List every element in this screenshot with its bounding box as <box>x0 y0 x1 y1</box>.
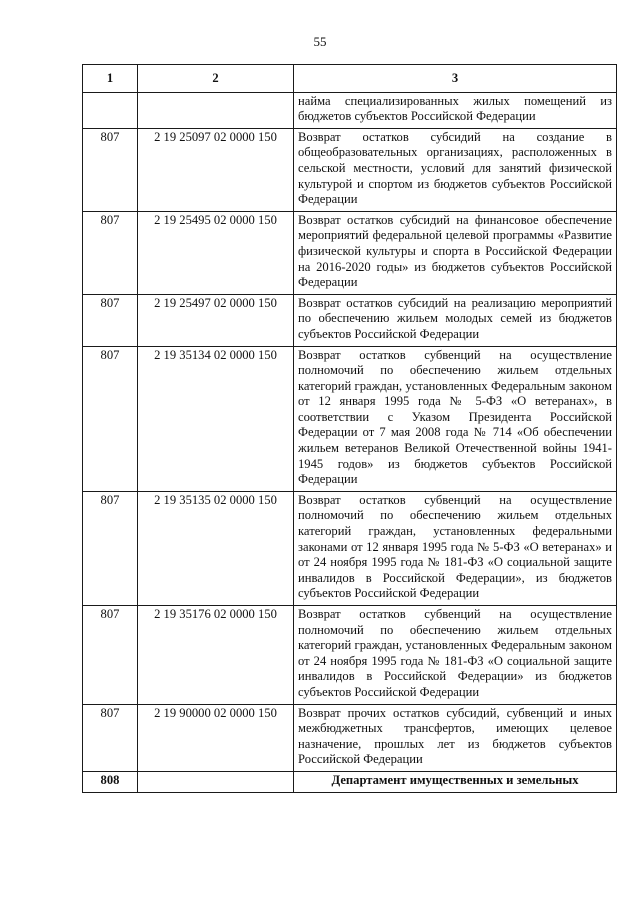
budget-code-cell <box>138 771 294 792</box>
admin-code-cell: 807 <box>83 128 138 211</box>
budget-code-cell: 2 19 25495 02 0000 150 <box>138 211 294 294</box>
column-header-2: 2 <box>138 65 294 93</box>
table-row <box>83 92 617 128</box>
column-header-3: 3 <box>294 65 617 93</box>
budget-code-cell: 2 19 35134 02 0000 150 <box>138 346 294 491</box>
table-row <box>83 346 617 491</box>
table-row <box>83 704 617 771</box>
budget-code-cell: 2 19 25097 02 0000 150 <box>138 128 294 211</box>
description-cell: Возврат остатков субсидий на финансовое обеспечение мероприятий федеральной целевой программы «Развитие физической культуры и спорта в Российской Федерации на 2016-2020 годы» из бюджетов субъектов Российской Федерации <box>294 211 617 294</box>
column-header-1: 1 <box>83 65 138 93</box>
admin-code-cell: 807 <box>83 346 138 491</box>
department-row <box>83 771 617 792</box>
description-cell: Возврат прочих остатков субсидий, субвенций и иных межбюджетных трансфертов, имеющих целевое назначение, прошлых лет из бюджетов субъектов Российской Федерации <box>294 704 617 771</box>
admin-code-cell: 808 <box>83 771 138 792</box>
description-cell: Возврат остатков субсидий на создание в общеобразовательных организациях, расположенных в сельской местности, условий для занятий физической культурой и спортом из бюджетов субъектов Российской Федерации <box>294 128 617 211</box>
admin-code-cell <box>83 92 138 128</box>
table-row <box>83 128 617 211</box>
table-row <box>83 211 617 294</box>
admin-code-cell: 807 <box>83 294 138 346</box>
admin-code-cell: 807 <box>83 606 138 705</box>
admin-code-cell: 807 <box>83 211 138 294</box>
budget-code-cell: 2 19 90000 02 0000 150 <box>138 704 294 771</box>
table-row <box>83 294 617 346</box>
table-row <box>83 606 617 705</box>
admin-code-cell: 807 <box>83 491 138 605</box>
budget-code-cell: 2 19 25497 02 0000 150 <box>138 294 294 346</box>
budget-code-cell: 2 19 35135 02 0000 150 <box>138 491 294 605</box>
table-header-row <box>83 65 617 93</box>
table-row <box>83 491 617 605</box>
description-cell: Возврат остатков субсидий на реализацию мероприятий по обеспечению жильем молодых семей из бюджетов субъектов Российской Федерации <box>294 294 617 346</box>
admin-code-cell: 807 <box>83 704 138 771</box>
budget-code-cell: 2 19 35176 02 0000 150 <box>138 606 294 705</box>
description-cell: Возврат остатков субвенций на осуществление полномочий по обеспечению жильем отдельных категорий граждан, установленных Федеральным законом от 12 января 1995 года № 5-ФЗ «О ветеранах», в соответствии с Указом Президента Российской Федерации от 7 мая 2008 года № 714 «Об обеспечении жильем ветеранов Великой Отечественной войны 1941-1945 годов» из бюджетов субъектов Российской Федерации <box>294 346 617 491</box>
department-title-cell: Департамент имущественных и земельных <box>294 771 617 792</box>
page-number: 55 <box>313 34 327 49</box>
description-cell: Возврат остатков субвенций на осуществление полномочий по обеспечению жильем отдельных категорий граждан, установленных Федеральным законом от 24 ноября 1995 года № 181-ФЗ «О социальной защите инвалидов в Российской Федерации» из бюджетов субъектов Российской Федерации <box>294 606 617 705</box>
budget-codes-table <box>82 64 617 793</box>
description-cell: найма специализированных жилых помещений из бюджетов субъектов Российской Федерации <box>294 92 617 128</box>
description-cell: Возврат остатков субвенций на осуществление полномочий по обеспечению жильем отдельных категорий граждан, установленных федеральными законами от 12 января 1995 года № 5-ФЗ «О ветеранах» и от 24 ноября 1995 года № 181-ФЗ «О социальной защите инвалидов в Российской Федерации», из бюджетов субъектов Российской Федерации <box>294 491 617 605</box>
budget-code-cell <box>138 92 294 128</box>
